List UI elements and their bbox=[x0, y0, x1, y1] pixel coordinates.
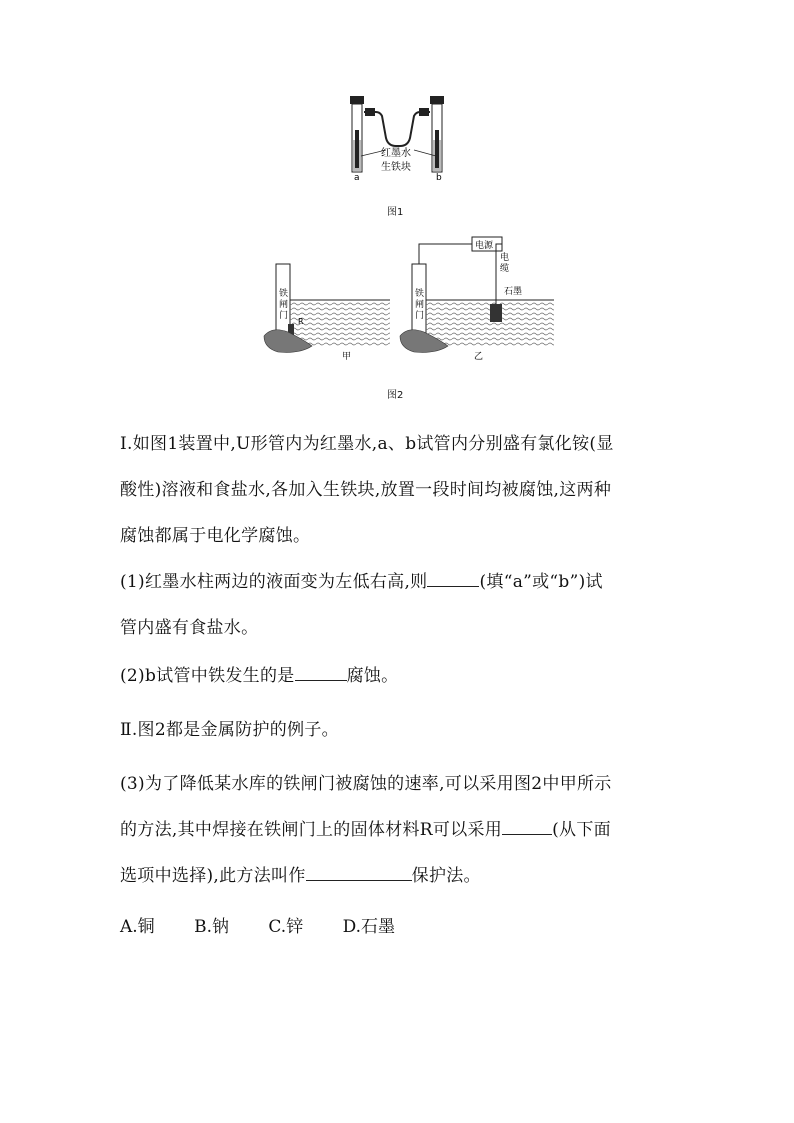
q3-answer-blank-1[interactable] bbox=[502, 816, 552, 835]
q1-text-a: (1)红墨水柱两边的液面变为左低右高,则 bbox=[120, 572, 428, 592]
question-2 bbox=[120, 658, 680, 694]
label-pig-iron: 生铁块 bbox=[381, 162, 411, 173]
gate-label-yi-2: 闸 bbox=[415, 300, 425, 310]
q3-text-d: 保护法。 bbox=[411, 866, 481, 886]
intro-line-1: Ⅰ.如图1装置中,U形管内为红墨水,a、b试管内分别盛有氯化铵(显 bbox=[120, 434, 614, 454]
label-red-ink: 红墨水 bbox=[381, 148, 411, 159]
q2-text-a: (2)b试管中铁发生的是 bbox=[120, 666, 295, 686]
gate-label-yi-1: 铁 bbox=[415, 289, 425, 299]
section-2-heading: Ⅱ.图2都是金属防护的例子。 bbox=[120, 720, 339, 740]
figure-2-diagram bbox=[260, 236, 570, 366]
answer-options bbox=[120, 912, 429, 937]
question-3 bbox=[120, 766, 680, 894]
q2-text-b: 腐蚀。 bbox=[346, 666, 399, 686]
label-tube-a: a bbox=[354, 173, 360, 183]
q3-answer-blank-2[interactable] bbox=[306, 862, 412, 881]
option-a[interactable]: A.铜 bbox=[120, 917, 155, 937]
figure-2-caption: 图2 bbox=[387, 390, 404, 401]
label-jia: 甲 bbox=[342, 352, 352, 362]
label-graphite: 石墨 bbox=[504, 287, 523, 297]
q3-text-c: 选项中选择),此方法叫作 bbox=[120, 866, 306, 886]
question-1 bbox=[120, 564, 680, 646]
u-tube bbox=[364, 109, 430, 146]
q3-text-a: 的方法,其中焊接在铁闸门上的固体材料R可以采用 bbox=[120, 820, 503, 840]
gate-label-jia-1: 铁 bbox=[279, 289, 289, 299]
test-tube-a bbox=[350, 96, 364, 172]
q3-text-b: (从下面 bbox=[552, 820, 611, 840]
option-c[interactable]: C.锌 bbox=[268, 917, 304, 937]
q1-line-2: 管内盛有食盐水。 bbox=[120, 618, 259, 638]
option-d[interactable]: D.石墨 bbox=[342, 917, 396, 937]
gate-label-yi-3: 门 bbox=[415, 311, 425, 321]
label-power: 电源 bbox=[475, 241, 494, 251]
setup-yi bbox=[400, 237, 554, 362]
gate-label-jia-3: 门 bbox=[279, 311, 289, 321]
q1-answer-blank[interactable] bbox=[427, 568, 479, 587]
gate-label-jia-2: 闸 bbox=[279, 300, 289, 310]
intro-line-3: 腐蚀都属于电化学腐蚀。 bbox=[120, 526, 311, 546]
figure-1-diagram bbox=[330, 90, 470, 186]
option-b[interactable]: B.钠 bbox=[194, 917, 229, 937]
setup-jia bbox=[264, 264, 390, 362]
test-tube-b bbox=[430, 96, 444, 172]
intro-line-2: 酸性)溶液和食盐水,各加入生铁块,放置一段时间均被腐蚀,这两种 bbox=[120, 480, 612, 500]
label-yi: 乙 bbox=[474, 352, 484, 362]
figure-1-caption: 图1 bbox=[387, 207, 404, 218]
label-tube-b: b bbox=[436, 173, 442, 183]
label-cable-2: 缆 bbox=[500, 264, 510, 274]
q2-answer-blank[interactable] bbox=[295, 662, 347, 681]
intro-paragraph bbox=[120, 426, 680, 554]
label-cable-1: 电 bbox=[500, 253, 510, 263]
q1-text-b: (填“a”或“b”)试 bbox=[479, 572, 603, 592]
q3-line-1: (3)为了降低某水库的铁闸门被腐蚀的速率,可以采用图2中甲所示 bbox=[120, 774, 612, 794]
label-r: R bbox=[298, 317, 304, 326]
